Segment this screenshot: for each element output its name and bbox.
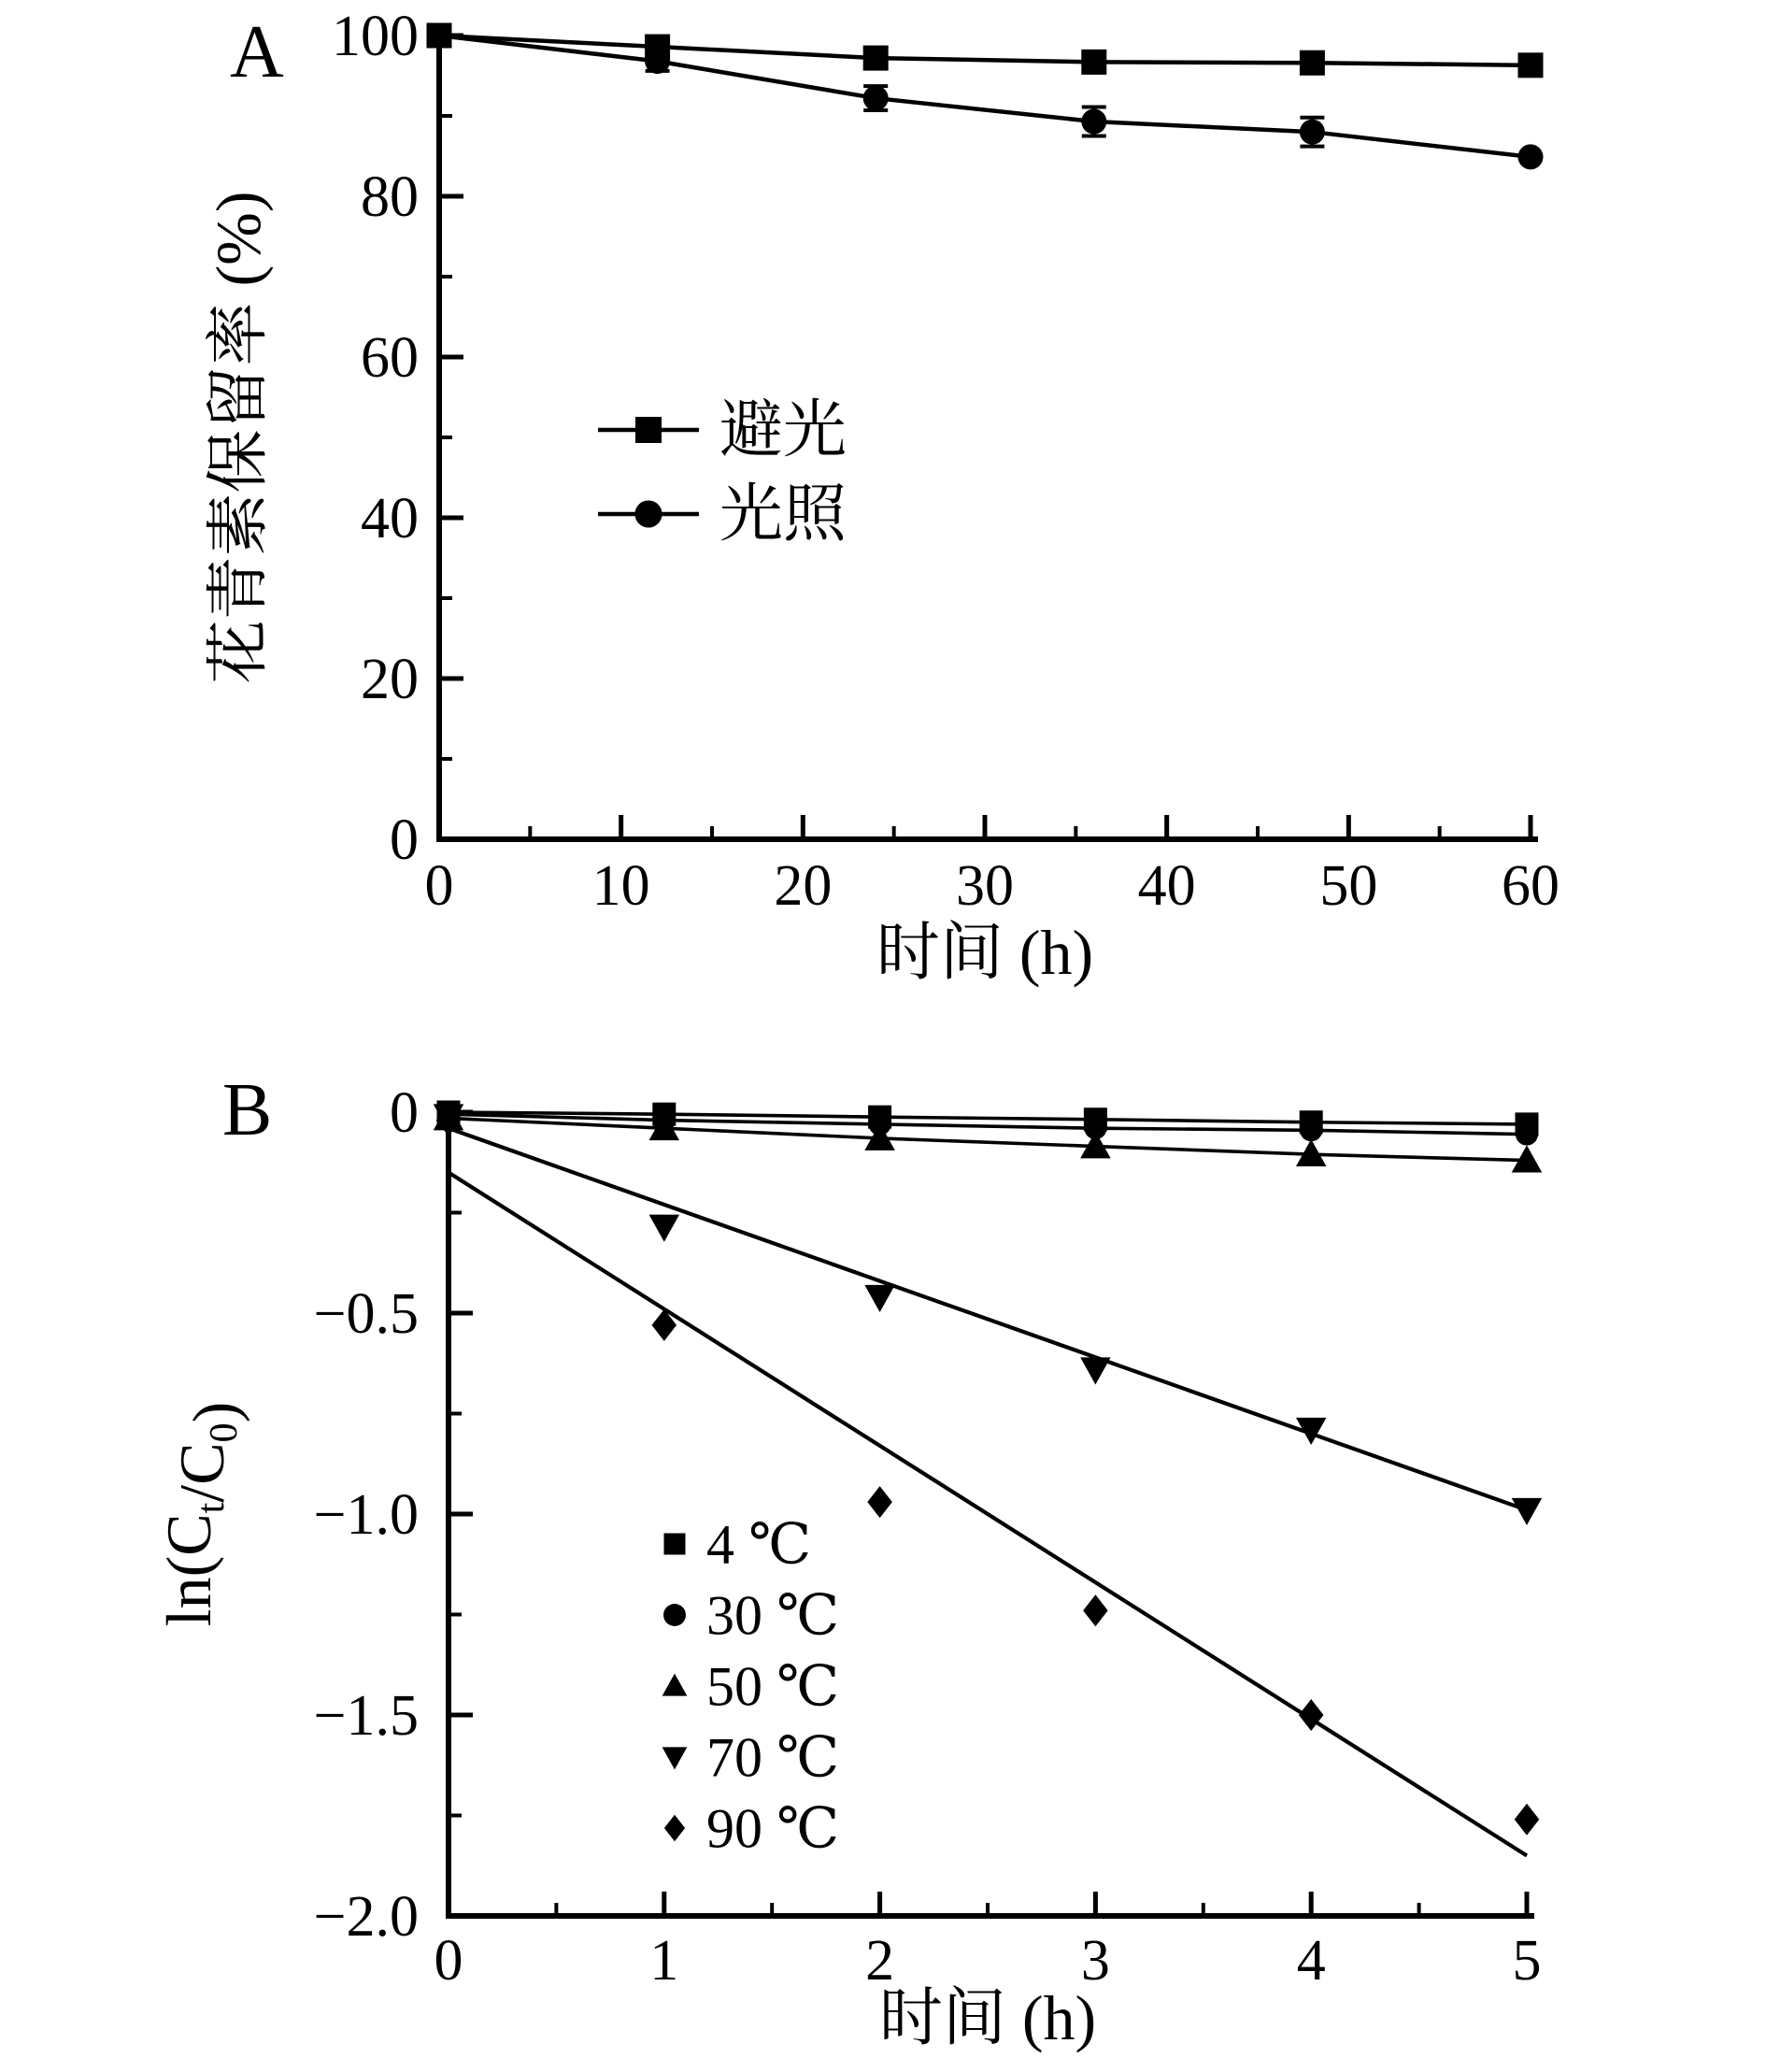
- y-tick-label: 0: [390, 1081, 419, 1145]
- x-tick-label: 1: [649, 1929, 679, 1993]
- legend-label: 光照: [719, 479, 847, 550]
- y-axis-title: $\ln(C_t/C_0)$: [153, 1401, 250, 1627]
- legend-entry: [664, 1797, 839, 1859]
- panel-a-axes: [332, 5, 1559, 918]
- legend-entry: [598, 479, 847, 550]
- x-tick-label: 30: [956, 854, 1014, 918]
- panel-label-b: B: [222, 1069, 273, 1151]
- x-tick-label: 50: [1319, 854, 1378, 918]
- legend-entry: [663, 1584, 839, 1646]
- legend-entry: [662, 1726, 839, 1788]
- panel-a: [203, 5, 1559, 988]
- x-tick-label: 40: [1137, 854, 1196, 918]
- x-tick-label: 0: [434, 1929, 463, 1993]
- panel-b-axes: [314, 1081, 1542, 1993]
- panel-b-series-3: [434, 1104, 1542, 1525]
- x-tick-label: 4: [1296, 1929, 1326, 1993]
- legend-label: 70 ℃: [706, 1726, 840, 1789]
- y-tick-label: 0: [390, 808, 419, 872]
- panel-a-legend: [598, 394, 847, 550]
- y-tick-label: 100: [332, 5, 419, 68]
- legend-label: 4 ℃: [706, 1513, 812, 1576]
- x-axis-title: 时间 (h): [876, 917, 1094, 988]
- y-tick-label: −0.5: [313, 1282, 419, 1346]
- y-tick-label: 80: [361, 165, 419, 229]
- panel-a-series-0: [427, 23, 1544, 79]
- panel-label-a: A: [230, 11, 284, 93]
- x-tick-label: 2: [865, 1929, 895, 1993]
- legend-entry: [662, 1655, 839, 1717]
- x-tick-label: 5: [1512, 1929, 1542, 1993]
- x-axis-title: 时间 (h): [878, 1982, 1097, 2053]
- y-tick-label: −1.5: [313, 1684, 419, 1748]
- y-tick-label: 40: [361, 487, 419, 550]
- legend-entry: [598, 394, 847, 465]
- legend-label: 30 ℃: [706, 1584, 840, 1647]
- x-tick-label: 60: [1502, 854, 1559, 918]
- x-tick-label: 3: [1080, 1929, 1110, 1993]
- legend-label: 50 ℃: [706, 1655, 840, 1718]
- x-tick-label: 0: [424, 854, 454, 918]
- y-tick-label: −1.0: [313, 1483, 419, 1547]
- legend-entry: [664, 1513, 812, 1575]
- y-tick-label: 60: [361, 326, 419, 390]
- x-tick-label: 10: [591, 854, 650, 918]
- legend-label: 90 ℃: [706, 1797, 840, 1860]
- y-tick-label: −2.0: [313, 1885, 419, 1949]
- y-tick-label: 20: [361, 648, 419, 711]
- x-tick-label: 20: [774, 854, 833, 918]
- panel-b-legend: [662, 1513, 839, 1859]
- y-axis-title: 花青素保留率 (%): [203, 191, 274, 684]
- panel-b: [153, 1069, 1542, 2053]
- panel-b-series-4: [436, 1105, 1540, 1856]
- legend-label: 避光: [719, 394, 847, 466]
